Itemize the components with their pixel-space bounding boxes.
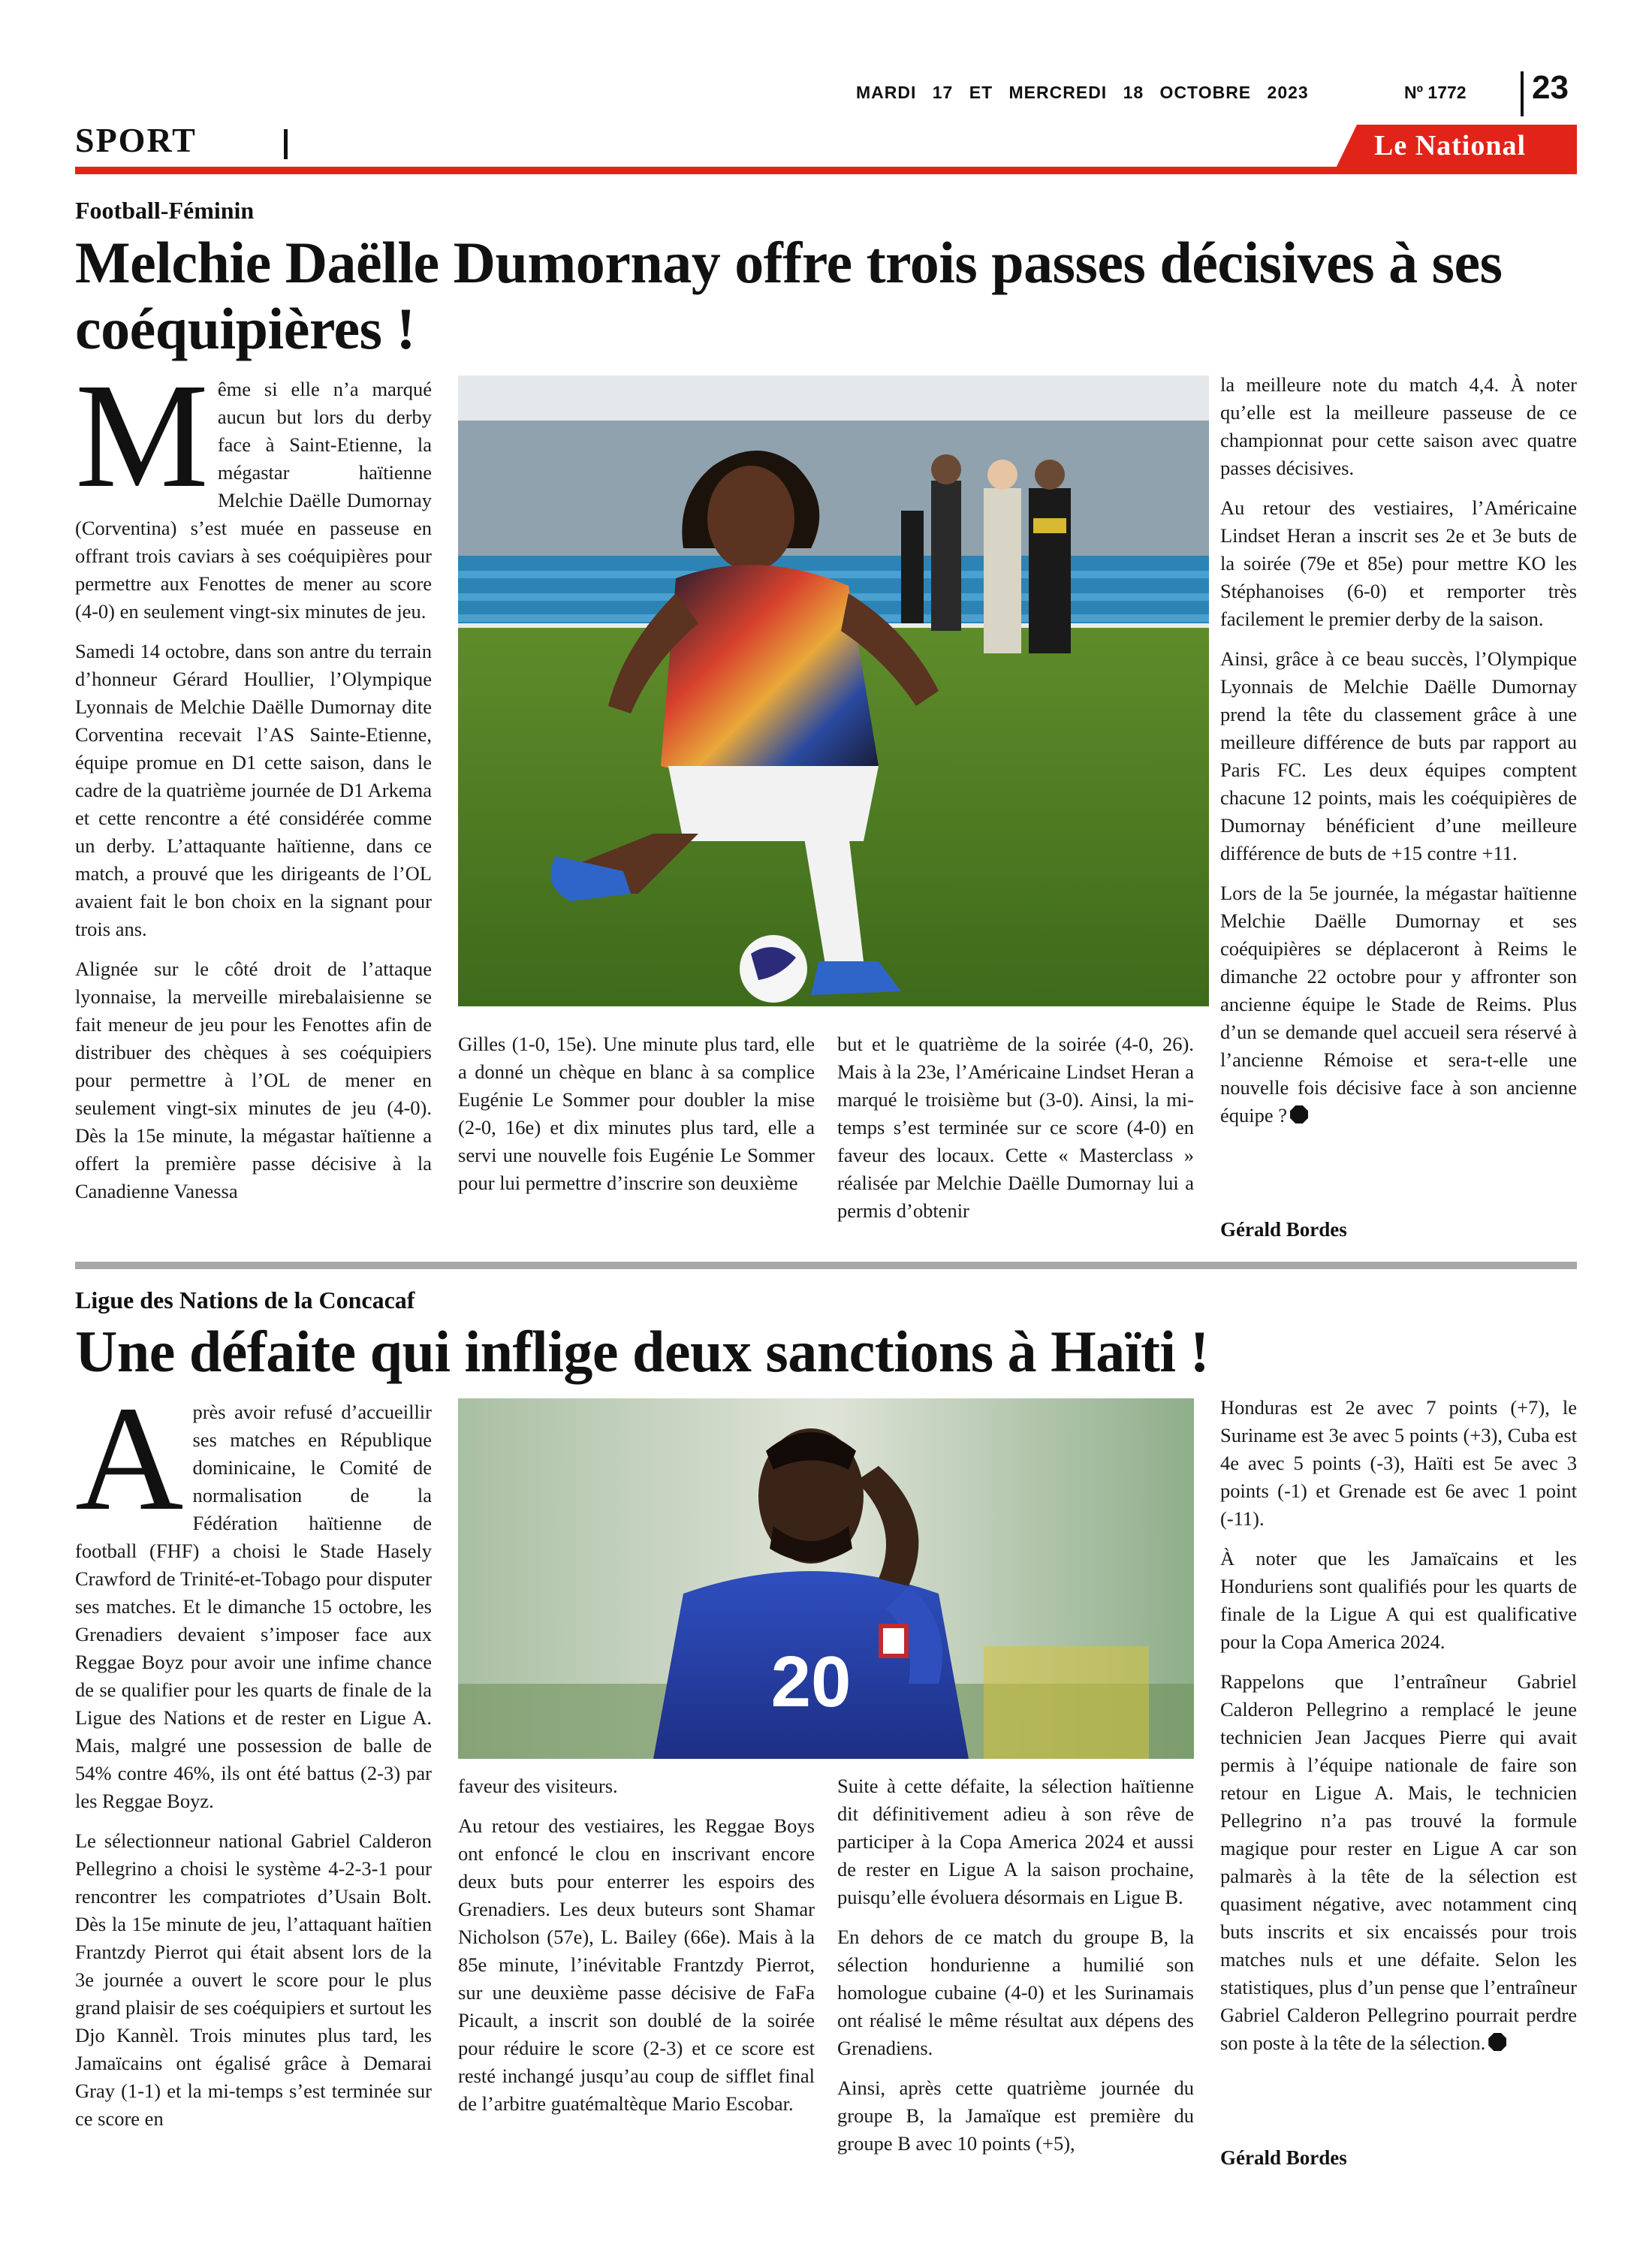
article2-kicker: Ligue des Nations de la Concacaf (75, 1286, 415, 1313)
article1-paragraph: Ainsi, grâce à ce beau succès, l’Olympique Lyonnais de Melchie Daëlle Dumornay prend la tête du classement grâce à une meilleure différence de buts par rapport au Paris FC. Les deux équipes comptent chacune 12 points, mais les coéquipières de Dumornay bénéficient d’une meilleure différence de buts de +15 contre +11. (1220, 647, 1577, 864)
article1-column-4 (1220, 371, 1577, 1142)
article1-paragraph: Alignée sur le côté droit de l’attaque lyonnaise, la merveille mirebalaisienne se fait meneur de jeu pour les Fenottes afin de distribuer des chèques à ses coéquipiers pour permettre à l’OL de mener en seulement vingt-six minutes de jeu (4-0). Dès la 15e minute, la mégastar haïtienne a offert la première passe décisive à la Canadienne Vanessa (75, 958, 432, 1202)
article2-paragraph: Au retour des vestiaires, les Reggae Boys ont enfoncé le clou en inscrivant encore deux buts pour enterrer les espoirs des Grenadiers. Les deux buteurs sont Shamar Nicholson (57e), L. Bailey (66e). Mais à la 85e minute, l’inévitable Frantzdy Pierrot, sur une deuxième passe décisive de FaFa Picault, a inscrit son doublé de la soirée pour réduire le score (2-3) et ce score est resté inchangé jusqu’au coup de sifflet final de l’arbitre guatémaltèque Mario Escobar. (458, 1814, 815, 2115)
article1-paragraph: ême si elle n’a marqué aucun but lors du derby face à Saint-Etienne, la mégastar haïtienne Melchie Daëlle Dumornay (Corventina) s’est muée en passeuse en offrant trois caviars à ses coéquipières pour permettre aux Fenottes de mener au score (4-0) en seulement vingt-six minutes de jeu. (75, 378, 432, 623)
jersey-number: 20 (770, 1642, 852, 1722)
section-title: SPORT (75, 121, 197, 159)
article2-column-2 (458, 1772, 815, 2130)
brand-name: Le National (1374, 130, 1527, 161)
article2-paragraph: près avoir refusé d’accueillir ses matches en République dominicaine, le Comité de normalisation de la Fédération haïtienne de football (FHF) a choisi le Stade Hasely Crawford de Trinité-et-Tobago pour disputer ses matches. Et le dimanche 15 octobre, les Grenadiers devaient s’imposer face aux Reggae Boyz pour avoir une infime chance de se qualifier pour les quarts de finale de la Ligue des Nations et de rester en Ligue A. Mais, malgré une possession de balle de 54% contre 46%, ils ont été battus (2-3) par les Reggae Boyz. (75, 1401, 432, 1812)
article1-paragraph: Lors de la 5e journée, la mégastar haïtienne Melchie Daëlle Dumornay et ses coéquipières se déplaceront à Reims le dimanche 22 octobre pour y affronter son ancienne équipe le Stade de Reims. Plus d’un se demande quel accueil sera réservé à l’ancienne Rémoise et sera-t-elle une nouvelle fois décisive face à son ancienne équipe ? (1220, 882, 1577, 1126)
article1-paragraph: but et le quatrième de la soirée (4-0, 26). Mais à la 23e, l’Américaine Lindset Heran a marqué le troisième but (3-0). Ainsi, la mi-temps s’est terminée sur ce score (4-0) en faveur des locaux. Cette « Masterclass » réalisée par Melchie Daëlle Dumornay lui a permis d’obtenir (837, 1033, 1194, 1222)
article1-drop-cap: M (75, 353, 209, 519)
article2-column-4 (1220, 1394, 1577, 2069)
article2-paragraph: Honduras est 2e avec 7 points (+7), le Suriname est 3e avec 5 points (+3), Cuba est 4e avec 5 points (-3), Haïti est 5e avec 3 points (-1) et Grenade est 6e avec 1 point (-11). (1220, 1396, 1577, 1530)
article1-paragraph: la meilleure note du match 4,4. À noter qu’elle est la meilleure passeuse de ce championnat pour cette saison avec quatre passes décisives. (1220, 373, 1577, 479)
article1-column-2 (458, 1030, 815, 1209)
article1-paragraph: Samedi 14 octobre, dans son antre du terrain d’honneur Gérard Houllier, l’Olympique Lyonnais de Melchie Daëlle Dumornay dite Corventina recevait l’AS Sainte-Etienne, équipe promue en D1 cette saison, dans le cadre de la quatrième journée de D1 Arkema et cette rencontre a été considérée comme un derby. L’attaquante haïtienne, dans ce match, a prouvé que les dirigeants de l’OL avaient fait le bon choix en la signant pour trois ans. (75, 640, 432, 940)
issue-number: Nº 1772 (1404, 83, 1467, 102)
article-divider (75, 1262, 1577, 1269)
article2-paragraph: Ainsi, après cette quatrième journée du groupe B, la Jamaïque est première du groupe B avec 10 points (+5), (837, 2077, 1194, 2155)
page-number: 23 (1532, 69, 1569, 106)
article2-paragraph: À noter que les Jamaïcains et les Honduriens sont qualifiés pour les quarts de finale de la Ligue A qui est qualificative pour la Copa America 2024. (1220, 1547, 1577, 1653)
article2-column-3 (837, 1772, 1194, 2170)
article2-drop-cap: A (75, 1376, 184, 1542)
article1-column-1 (75, 353, 432, 1217)
article2-paragraph: Rappelons que l’entraîneur Gabriel Calderon Pellegrino a remplacé le jeune technicien Jean Jacques Pierre qui avait permis à l’équipe nationale de faire son retour en Ligue A. Mais, le technicien Pellegrino n’a pas trouvé la formule magique pour rester en Ligue A car son palmarès à la tête de la sélection est quasiment négative, avec notamment cinq buts inscrits et six encaissés pour trois matches nuls et une défaite. Selon les statistiques, plus d’un pense que l’entraîneur Gabriel Calderon Pellegrino pourrait perdre son poste à la tête de la sélection. (1220, 1670, 1577, 2054)
article1-byline: Gérald Bordes (1220, 1218, 1347, 1241)
article2-paragraph: Le sélectionneur national Gabriel Calderon Pellegrino a choisi le système 4-2-3-1 pour rencontrer les compatriotes d’Usain Bolt. Dès la 15e minute de jeu, l’attaquant haïtien Frantzdy Pierrot qui était absent lors de la 3e journée a ouvert le score pour le plus grand plaisir de ses coéquipiers et surtout les Djo Kannèl. Trois minutes plus tard, les Jamaïcains ont égalisé grâce à Demarai Gray (1-1) et la mi-temps s’est terminée sur ce score en (75, 1829, 432, 2130)
article2-photo (458, 1398, 1194, 1759)
article1-photo (458, 376, 1209, 1006)
header-separator (1521, 71, 1524, 116)
article2-column-1 (75, 1376, 432, 2145)
article2-paragraph: Suite à cette défaite, la sélection haïtienne dit définitivement adieu à son rêve de participer à la Copa America 2024 et aussi de rester en Ligue A la saison prochaine, puisqu’elle évoluera désormais en Ligue B. (837, 1775, 1194, 1908)
article1-paragraph: Au retour des vestiaires, l’Américaine Lindset Heran a inscrit ses 2e et 3e buts de la soirée (79e et 85e) pour mettre KO les Stéphanoises (6-0) et remporter très facilement le premier derby de la saison. (1220, 496, 1577, 630)
section-separator (284, 129, 288, 159)
article1-paragraph: Gilles (1-0, 15e). Une minute plus tard, elle a donné un chèque en blanc à sa complice Eugénie Le Sommer pour doubler la mise (2-0, 16e) et dix minutes plus tard, elle a servi une nouvelle fois Eugénie Le Sommer pour lui permettre d’inscrire son deuxième (458, 1033, 815, 1194)
issue-date: MARDI 17 ET MERCREDI 18 OCTOBRE 2023 (856, 83, 1309, 102)
end-of-article-icon (1290, 1105, 1308, 1123)
article1-headline: Melchie Daëlle Dumornay offre trois passes décisives à ses coéquipières ! (75, 230, 1503, 361)
article2-paragraph: faveur des visiteurs. (458, 1775, 618, 1797)
article1-column-3 (837, 1030, 1194, 1237)
article2-byline: Gérald Bordes (1220, 2146, 1347, 2169)
article1-kicker: Football-Féminin (75, 197, 255, 224)
article2-paragraph: En dehors de ce match du groupe B, la sélection hondurienne a humilié son homologue cubaine (4-0) et les Surinamais ont réalisé le même résultat aux dépens des Grenadiens. (837, 1926, 1194, 2059)
article2-headline: Une défaite qui inflige deux sanctions à Haïti ! (75, 1319, 1210, 1384)
end-of-article-icon (1488, 2033, 1506, 2051)
